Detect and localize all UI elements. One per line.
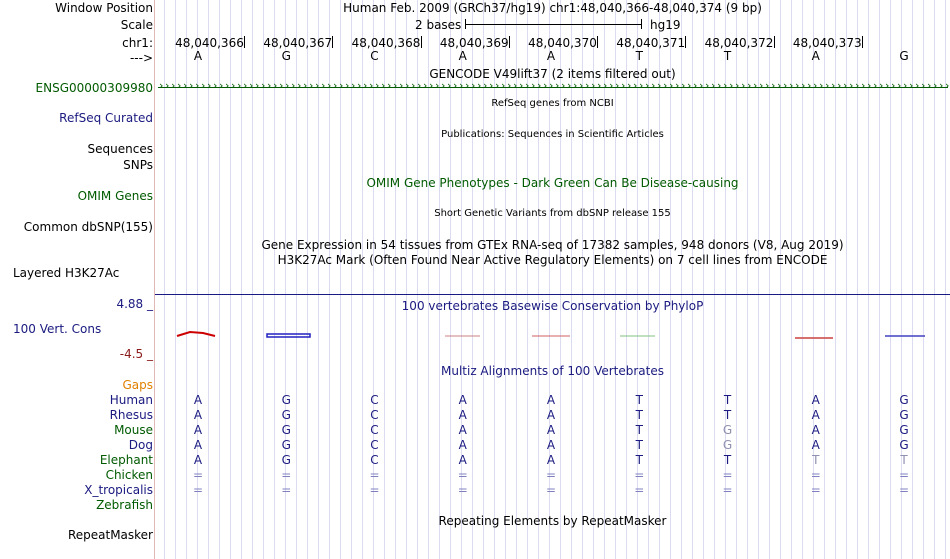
aligned-base: = — [810, 468, 821, 482]
aligned-base: = — [457, 483, 468, 497]
species-label-dog[interactable]: Dog — [128, 438, 153, 452]
strand-arrow: › — [303, 79, 308, 92]
strand-arrow: › — [903, 79, 908, 92]
strand-arrow: › — [879, 79, 884, 92]
sequences-track-label[interactable]: Sequences — [87, 142, 153, 156]
aligned-base: = — [457, 468, 468, 482]
strand-arrow: › — [273, 79, 278, 92]
aligned-base: T — [635, 438, 643, 452]
strand-arrow: › — [495, 79, 500, 92]
strand-arrow: › — [885, 79, 890, 92]
strand-arrow: › — [609, 79, 614, 92]
strand-arrow: › — [195, 79, 200, 92]
strand-arrow: › — [315, 79, 320, 92]
strand-arrow: › — [723, 79, 728, 92]
strand-arrow: › — [291, 79, 296, 92]
strand-arrow: › — [807, 79, 812, 92]
aligned-base: A — [811, 408, 820, 422]
aligned-base: C — [370, 438, 379, 452]
strand-arrow: › — [813, 79, 818, 92]
ruler-tick — [862, 36, 863, 48]
strand-arrow: › — [663, 79, 668, 92]
aligned-base: A — [811, 423, 820, 437]
aligned-base: G — [899, 438, 909, 452]
strand-arrow: › — [777, 79, 782, 92]
aligned-base: G — [281, 393, 291, 407]
aligned-base: T — [723, 453, 732, 467]
strand-arrow: › — [177, 79, 182, 92]
strand-arrow: › — [657, 79, 662, 92]
strand-arrow: › — [603, 79, 608, 92]
aligned-base: C — [370, 423, 379, 437]
track-data-area[interactable] — [155, 0, 950, 559]
aligned-base: A — [193, 438, 203, 452]
strand-arrow: › — [417, 79, 422, 92]
strand-arrow: › — [795, 79, 800, 92]
strand-arrow: › — [831, 79, 836, 92]
strand-arrow: › — [423, 79, 428, 92]
strand-arrow: › — [285, 79, 290, 92]
phylop-track-label[interactable]: 100 Vert. Cons — [13, 322, 102, 336]
phylop-min-label: -4.5 _ — [119, 347, 153, 361]
strand-arrow: › — [339, 79, 344, 92]
strand-arrow: › — [447, 79, 452, 92]
phylop-track-title: 100 vertebrates Basewise Conservation by PhyloP — [401, 299, 704, 313]
gaps-track-label[interactable]: Gaps — [122, 378, 153, 392]
strand-arrow: › — [891, 79, 896, 92]
aligned-base: T — [723, 408, 732, 422]
aligned-base: A — [546, 408, 556, 422]
strand-arrow: › — [627, 79, 632, 92]
aligned-base: = — [898, 483, 910, 497]
aligned-base: A — [458, 453, 467, 467]
strand-arrow: › — [501, 79, 506, 92]
h3k27ac-track-label[interactable]: Layered H3K27Ac — [13, 266, 120, 280]
aligned-base: G — [899, 423, 909, 437]
reference-base: A — [546, 49, 556, 63]
aligned-base: T — [812, 453, 820, 467]
strand-arrow: › — [615, 79, 620, 92]
phylop-peak-1 — [177, 332, 215, 336]
aligned-base: G — [281, 408, 291, 422]
strand-arrow: › — [789, 79, 794, 92]
strand-arrow: › — [309, 79, 314, 92]
strand-arrow: › — [597, 79, 602, 92]
strand-arrow: › — [801, 79, 806, 92]
aligned-base: A — [458, 423, 467, 437]
reference-base: C — [370, 49, 379, 63]
strand-arrow: › — [237, 79, 242, 92]
aligned-base: = — [810, 483, 821, 497]
ruler-tick — [509, 36, 510, 48]
strand-arrow-label: ---> — [129, 51, 153, 65]
strand-arrow: › — [171, 79, 176, 92]
snps-track-label[interactable]: SNPs — [123, 158, 153, 172]
strand-arrow: › — [435, 79, 440, 92]
strand-arrow: › — [207, 79, 212, 92]
omim-track-title: OMIM Gene Phenotypes - Dark Green Can Be Disease-causing — [366, 176, 739, 190]
strand-arrow: › — [477, 79, 482, 92]
strand-arrow: › — [201, 79, 206, 92]
window-position-label: Window Position — [55, 1, 153, 15]
chrom-label: chr1: — [122, 36, 153, 50]
aligned-base: = — [192, 468, 204, 482]
strand-arrow: › — [687, 79, 692, 92]
strand-arrow: › — [747, 79, 752, 92]
scale-bar — [465, 24, 641, 25]
strand-arrow: › — [927, 79, 932, 92]
strand-arrow: › — [753, 79, 758, 92]
strand-arrow: › — [669, 79, 674, 92]
strand-arrow: › — [633, 79, 638, 92]
reference-base: T — [635, 49, 643, 63]
aligned-base: = — [634, 468, 645, 482]
strand-arrow: › — [543, 79, 548, 92]
strand-arrow: › — [897, 79, 902, 92]
strand-arrow: › — [333, 79, 338, 92]
aligned-base: A — [811, 438, 820, 452]
strand-arrow: › — [159, 79, 164, 92]
reference-base: A — [193, 49, 203, 63]
strand-arrow: › — [915, 79, 920, 92]
phylop-top-line — [155, 294, 950, 295]
aligned-base: A — [193, 393, 203, 407]
strand-arrow: › — [567, 79, 572, 92]
aligned-base: = — [722, 468, 733, 482]
strand-arrow: › — [585, 79, 590, 92]
aligned-base: T — [900, 453, 908, 467]
strand-arrow: › — [279, 79, 284, 92]
strand-arrow: › — [837, 79, 842, 92]
ruler-position-label: 48,040,370 — [528, 36, 597, 50]
phylop-max-label: 4.88 _ — [116, 297, 153, 311]
strand-arrow: › — [465, 79, 470, 92]
strand-arrow: › — [783, 79, 788, 92]
species-label-elephant[interactable]: Elephant — [99, 453, 153, 467]
strand-arrow: › — [675, 79, 680, 92]
strand-arrow: › — [213, 79, 218, 92]
aligned-base: G — [899, 408, 909, 422]
strand-arrow: › — [231, 79, 236, 92]
refseq-track-title: RefSeq genes from NCBI — [491, 98, 614, 109]
aligned-base: C — [370, 393, 379, 407]
strand-arrow: › — [621, 79, 626, 92]
scale-db: hg19 — [650, 18, 681, 32]
strand-arrow: › — [909, 79, 914, 92]
strand-arrow: › — [507, 79, 512, 92]
ruler-position-label: 48,040,366 — [175, 36, 244, 50]
aligned-base: A — [546, 423, 556, 437]
ruler-position-label: 48,040,373 — [792, 36, 862, 50]
window-position-value: Human Feb. 2009 (GRCh37/hg19) chr1:48,040,366-48,040,374 (9 bp) — [343, 1, 762, 15]
strand-arrow: › — [429, 79, 434, 92]
repeatmasker-track-title: Repeating Elements by RepeatMasker — [438, 514, 667, 528]
aligned-base: = — [281, 468, 292, 482]
ruler-tick — [244, 36, 245, 48]
species-label-mouse[interactable]: Mouse — [114, 423, 153, 437]
aligned-base: A — [193, 453, 203, 467]
strand-arrow: › — [651, 79, 656, 92]
strand-arrow: › — [321, 79, 326, 92]
species-label-zebrafish[interactable]: Zebrafish — [96, 498, 153, 512]
ruler-position-label: 48,040,371 — [616, 36, 686, 50]
gencode-track-title: GENCODE V49lift37 (2 items filtered out) — [429, 67, 676, 81]
strand-arrow: › — [357, 79, 362, 92]
publications-track-title: Publications: Sequences in Scientific Articles — [441, 129, 664, 140]
strand-arrow: › — [549, 79, 554, 92]
aligned-base: T — [723, 393, 732, 407]
ruler-tick — [421, 36, 422, 48]
species-label-x_tropicalis[interactable]: X_tropicalis — [84, 483, 153, 497]
strand-arrow: › — [591, 79, 596, 92]
aligned-base: G — [281, 438, 291, 452]
strand-arrow: › — [645, 79, 650, 92]
strand-arrow: › — [729, 79, 734, 92]
aligned-base: T — [635, 408, 643, 422]
track-label-column — [0, 0, 153, 559]
strand-arrow: › — [255, 79, 260, 92]
strand-arrow: › — [453, 79, 458, 92]
strand-arrow: › — [483, 79, 488, 92]
aligned-base: G — [722, 423, 733, 437]
ruler-tick — [332, 36, 333, 48]
strand-arrow: › — [375, 79, 380, 92]
strand-arrow: › — [519, 79, 524, 92]
aligned-base: = — [369, 468, 380, 482]
strand-arrow: › — [933, 79, 938, 92]
ruler-tick — [597, 36, 598, 48]
strand-arrow: › — [405, 79, 410, 92]
strand-arrow: › — [561, 79, 566, 92]
strand-arrow: › — [441, 79, 446, 92]
strand-arrow: › — [873, 79, 878, 92]
aligned-base: T — [635, 453, 643, 467]
aligned-base: A — [458, 408, 467, 422]
strand-arrow: › — [387, 79, 392, 92]
aligned-base: = — [281, 483, 292, 497]
strand-arrow: › — [513, 79, 518, 92]
strand-arrow: › — [261, 79, 266, 92]
h3k27ac-track-title: H3K27Ac Mark (Often Found Near Active Regulatory Elements) on 7 cell lines from ENCODE — [277, 253, 828, 267]
gencode-item-label[interactable]: ENSG00000309980 — [35, 81, 153, 95]
reference-base: T — [723, 49, 732, 63]
strand-arrow: › — [411, 79, 416, 92]
strand-arrow: › — [849, 79, 854, 92]
scale-value: 2 bases — [415, 18, 462, 32]
aligned-base: A — [193, 408, 203, 422]
strand-arrow: › — [489, 79, 494, 92]
strand-arrow: › — [699, 79, 704, 92]
strand-arrow: › — [693, 79, 698, 92]
strand-arrow: › — [225, 79, 230, 92]
repeatmasker-track-label[interactable]: RepeatMasker — [67, 528, 153, 542]
aligned-base: A — [811, 393, 820, 407]
strand-arrow: › — [681, 79, 686, 92]
phylop-peak-2 — [267, 334, 310, 337]
gtex-track-title: Gene Expression in 54 tissues from GTEx RNA-seq of 17382 samples, 948 donors (V8, Aug 2019) — [261, 238, 844, 252]
scale-bar-right-tick — [641, 19, 642, 29]
ruler-tick — [774, 36, 775, 48]
omim-track-label[interactable]: OMIM Genes — [77, 189, 153, 203]
strand-arrow: › — [921, 79, 926, 92]
aligned-base: C — [370, 453, 379, 467]
strand-arrow: › — [351, 79, 356, 92]
reference-base: A — [458, 49, 467, 63]
aligned-base: T — [635, 393, 643, 407]
aligned-base: G — [281, 423, 291, 437]
strand-arrow: › — [843, 79, 848, 92]
strand-arrow: › — [555, 79, 560, 92]
strand-arrow: › — [717, 79, 722, 92]
ruler-position-label: 48,040,367 — [263, 36, 333, 50]
dbsnp-track-label[interactable]: Common dbSNP(155) — [23, 220, 153, 234]
strand-arrow: › — [531, 79, 536, 92]
ruler-position-label: 48,040,368 — [351, 36, 421, 50]
strand-arrow: › — [771, 79, 776, 92]
strand-arrow: › — [525, 79, 530, 92]
strand-arrow: › — [705, 79, 710, 92]
strand-arrow: › — [819, 79, 824, 92]
aligned-base: G — [722, 438, 733, 452]
aligned-base: G — [281, 453, 291, 467]
strand-arrow: › — [243, 79, 248, 92]
multiz-track-title: Multiz Alignments of 100 Vertebrates — [440, 364, 665, 378]
strand-arrow: › — [867, 79, 872, 92]
species-label-human[interactable]: Human — [109, 393, 153, 407]
reference-base: G — [281, 49, 291, 63]
aligned-base: G — [899, 393, 909, 407]
aligned-base: A — [546, 438, 556, 452]
strand-arrow: › — [855, 79, 860, 92]
species-label-chicken[interactable]: Chicken — [105, 468, 153, 482]
strand-arrow: › — [327, 79, 332, 92]
strand-arrow: › — [765, 79, 770, 92]
strand-arrow: › — [573, 79, 578, 92]
strand-arrow: › — [399, 79, 404, 92]
strand-arrow: › — [939, 79, 944, 92]
strand-arrow: › — [297, 79, 302, 92]
aligned-base: A — [546, 453, 556, 467]
phylop-signal — [155, 325, 950, 345]
aligned-base: A — [458, 393, 467, 407]
strand-arrow: › — [861, 79, 866, 92]
strand-arrow: › — [369, 79, 374, 92]
aligned-base: = — [634, 483, 645, 497]
aligned-base: C — [370, 408, 379, 422]
ruler-tick — [685, 36, 686, 48]
strand-arrow: › — [471, 79, 476, 92]
reference-base: G — [899, 49, 909, 63]
strand-arrow: › — [165, 79, 170, 92]
strand-arrow: › — [735, 79, 740, 92]
aligned-base: = — [898, 468, 910, 482]
strand-arrow: › — [825, 79, 830, 92]
strand-arrow: › — [945, 79, 950, 92]
species-label-rhesus[interactable]: Rhesus — [109, 408, 153, 422]
strand-arrow: › — [363, 79, 368, 92]
strand-arrow: › — [381, 79, 386, 92]
strand-arrow: › — [183, 79, 188, 92]
refseq-track-label[interactable]: RefSeq Curated — [59, 111, 153, 125]
strand-arrow: › — [537, 79, 542, 92]
strand-arrow: › — [189, 79, 194, 92]
strand-arrow: › — [219, 79, 224, 92]
aligned-base: = — [545, 468, 557, 482]
ruler-position-label: 48,040,372 — [704, 36, 774, 50]
strand-arrow: › — [711, 79, 716, 92]
strand-arrow: › — [345, 79, 350, 92]
aligned-base: A — [458, 438, 467, 452]
strand-arrow: › — [759, 79, 764, 92]
aligned-base: = — [722, 483, 733, 497]
scale-label: Scale — [120, 18, 153, 32]
strand-arrow: › — [741, 79, 746, 92]
aligned-base: A — [193, 423, 203, 437]
aligned-base: = — [369, 483, 380, 497]
ruler-position-label: 48,040,369 — [439, 36, 509, 50]
reference-base: A — [811, 49, 820, 63]
aligned-base: T — [635, 423, 643, 437]
strand-arrow: › — [579, 79, 584, 92]
strand-arrow: › — [267, 79, 272, 92]
strand-arrow: › — [459, 79, 464, 92]
strand-arrow: › — [393, 79, 398, 92]
aligned-base: = — [545, 483, 557, 497]
aligned-base: A — [546, 393, 556, 407]
aligned-base: = — [192, 483, 204, 497]
strand-arrow: › — [639, 79, 644, 92]
dbsnp-track-title: Short Genetic Variants from dbSNP release 155 — [434, 208, 671, 219]
strand-arrow: › — [249, 79, 254, 92]
